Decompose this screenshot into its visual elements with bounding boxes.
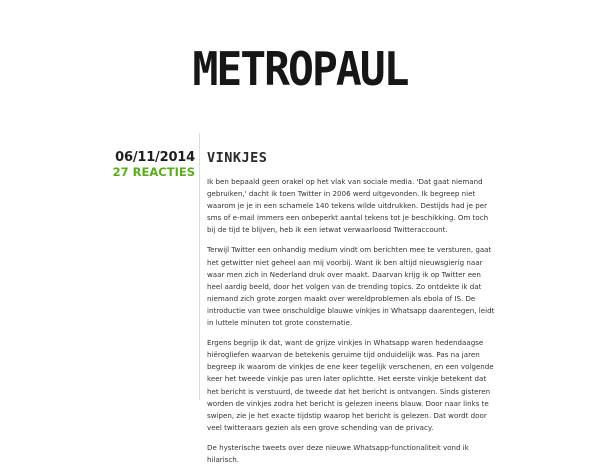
column-divider: [199, 133, 200, 400]
site-logo[interactable]: METROPAUL: [192, 43, 408, 97]
comments-link[interactable]: 27 REACTIES: [112, 165, 195, 179]
post-date: 06/11/2014: [115, 150, 195, 165]
post-paragraph: Ik ben bepaald geen orakel op het vlak van sociale media. 'Dat gaat niemand gebruiken,' dacht ik toen Twitter in 2006 werd uitgevonden. Ik begreep niet waarom je je in een schamele 140 tekens wilde uitdrukken. Destijds had je per sms of e-mail immers een onbeperkt aantal tekens tot je beschikking. Om toch bij de tijd te blijven, heb ik een ietwat verwaarloosd Twitteraccount.: [207, 177, 489, 235]
post-paragraph: De hysterische tweets over deze nieuwe Whatsapp-functionaliteit vond ik hilarisch.: [207, 442, 469, 464]
post-body: [207, 150, 497, 474]
post-title[interactable]: VINKJES: [207, 150, 268, 166]
post-meta: [100, 150, 195, 179]
post-paragraph: Ergens begrijp ik dat, want de grijze vinkjes in Whatsapp waren hedendaagse hiërogliefen waarvan de betekenis geruime tijd onduidelijk was. Pas na jaren begreep ik waarom de vinkjes de ene keer tegelijk verschenen, en een volgende keer het tweede vinkje pas uren later oplichtte. Het eerste vinkje betekent dat het bericht is verstuurd, de tweede dat het bericht is ontvangen. Sinds gisteren worden de vinkjes zodra het bericht is gelezen ineens blauw. Door naar links te swipen, zie je het exacte tijdstip waarop het bericht is gelezen. Dat wordt door veel twitteraars gezien als een grove schending van de privacy.: [207, 338, 494, 432]
post-paragraph: Terwijl Twitter een onhandig medium vindt om berichten mee te versturen, gaat het getwitter niet geheel aan mij voorbij. Want ik ben altijd nieuwsgierig naar waar men zich in Nederland druk over maakt. Daarvan krijg ik op Twitter een heel aardig beeld, door het volgen van de trending topics. Zo ontdekte ik dat niemand zich grote zorgen maakt over wereldproblemen als ebola of IS. De introductie van twee onschuldige blauwe vinkjes in Whatsapp daarentegen, leidt in luttele minuten tot grote consternatie.: [207, 245, 495, 328]
